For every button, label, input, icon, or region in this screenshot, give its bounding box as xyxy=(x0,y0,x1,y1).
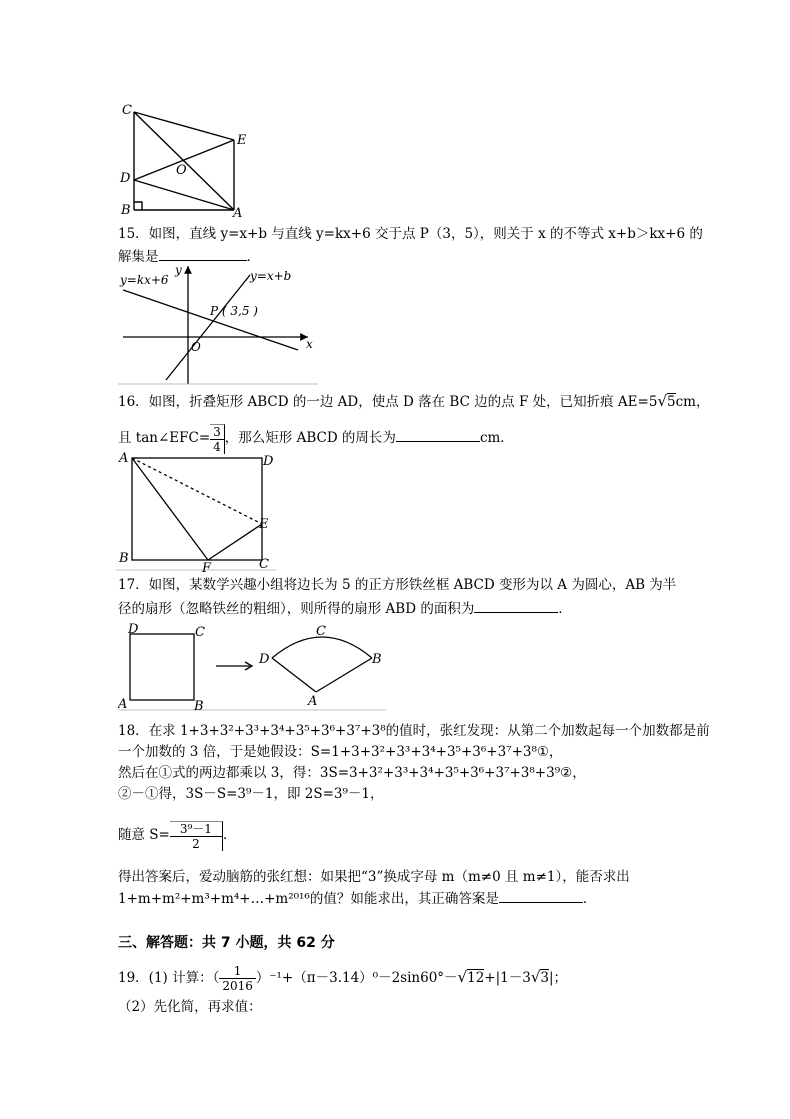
q18-line7-text: 1+m+m²+m³+m⁴+…+m²⁰¹⁶的值？如能求出，其正确答案是 xyxy=(118,891,499,907)
label-c2: C xyxy=(316,624,326,639)
label-d2: D xyxy=(259,652,270,667)
sqrt-symbol: √ xyxy=(657,392,667,410)
q18-line6: 得出答案后，爱动脑筋的张红想：如果把“3”换成字母 m（m≠0 且 m≠1），能否求出 xyxy=(118,869,630,885)
frac-num: 3⁹－1 xyxy=(170,822,222,837)
q17-answer-blank[interactable] xyxy=(474,598,558,613)
q19-sqrt3: 3 xyxy=(540,970,549,986)
label-f: F xyxy=(202,561,212,572)
label-y-axis: y xyxy=(175,263,182,277)
q19-sqrt12: 12 xyxy=(467,970,485,986)
label-c: C xyxy=(259,557,269,572)
q18-line1: 18．在求 1+3+3²+3³+3⁴+3⁵+3⁶+3⁷+3⁸的值时，张红发现：从第二个加数起每一个加数都是前 xyxy=(118,723,710,739)
q18-end-dot: ． xyxy=(222,827,237,843)
figure-q16 xyxy=(116,452,276,572)
label-b1: B xyxy=(194,699,204,712)
q18-line7 xyxy=(118,888,596,909)
label-c1: C xyxy=(195,625,205,640)
label-d1: D xyxy=(128,622,139,637)
q19-fraction xyxy=(219,964,256,993)
q16-line2-c: cm． xyxy=(479,430,514,446)
q19-part1-c: +|1－3 xyxy=(484,970,531,986)
q17-line2 xyxy=(118,598,572,619)
q19-part1-a: 19．(1) 计算：（ xyxy=(118,970,220,986)
label-point-p: P ( 3,5 ) xyxy=(210,304,258,318)
figure-q17 xyxy=(118,620,386,712)
label-b: B xyxy=(121,203,131,218)
q17-line1: 17．如图，某数学兴趣小组将边长为 5 的正方形铁丝框 ABCD 变形为以 A 为圆心，AB 为半 xyxy=(118,577,677,593)
label-origin: O xyxy=(191,340,201,354)
q19-part1-b: ）⁻¹+（π－3.14）⁰－2sin60°－ xyxy=(255,970,458,986)
q16-answer-blank[interactable] xyxy=(396,427,480,442)
figure-q15 xyxy=(118,262,318,388)
q18-fraction xyxy=(170,821,223,851)
section-title: 三、解答题：共 7 小题，共 62 分 xyxy=(118,935,335,951)
q16-line1-c: cm， xyxy=(675,394,710,410)
q19-part2: （2）先化简，再求值： xyxy=(118,999,262,1015)
label-a: A xyxy=(119,452,129,466)
q16-sqrt-value: 5 xyxy=(667,394,676,410)
frac-num: 1 xyxy=(219,964,256,979)
q16-line2-b: ，那么矩形 ABCD 的周长为 xyxy=(224,430,396,446)
q16-line1 xyxy=(118,391,709,412)
q15-answer-blank[interactable] xyxy=(159,246,247,261)
q18-line7-end: ． xyxy=(582,891,597,907)
sqrt-symbol: √ xyxy=(530,968,541,986)
q19-part1-d: |； xyxy=(549,970,568,986)
q17-line2-end: ． xyxy=(558,601,572,617)
label-line-kx6: y=kx+6 xyxy=(120,273,169,287)
q18-answer-blank[interactable] xyxy=(499,888,583,903)
frac-num: 3 xyxy=(210,425,224,440)
q15-line2-text: 解集是 xyxy=(118,249,159,265)
label-x-axis: x xyxy=(306,337,313,351)
q17-line2-text: 径的扇形（忽略铁丝的粗细），则所得的扇形 ABD 的面积为 xyxy=(118,601,475,617)
frac-den: 2016 xyxy=(222,979,253,993)
label-d: D xyxy=(263,454,274,469)
label-line-xb: y=x+b xyxy=(250,269,292,283)
q15-line1: 15．如图，直线 y=x+b 与直线 y=kx+6 交于点 P（3，5），则关于 x 的不等式 x+b＞kx+6 的 xyxy=(118,226,703,242)
label-e: E xyxy=(237,133,247,148)
q18-line4: ②－①得，3S－S=3⁹－1，即 2S=3⁹－1， xyxy=(118,786,384,802)
q15-line2-end: ． xyxy=(246,249,260,265)
q16-line1-a: 16．如图，折叠矩形 ABCD 的一边 AD，使点 D 落在 BC 边的点 F 处，已知折痕 AE=5 xyxy=(118,394,658,410)
figure-q14 xyxy=(118,100,248,220)
label-a1: A xyxy=(118,697,128,712)
label-c: C xyxy=(122,103,132,118)
q18-line5 xyxy=(118,812,236,858)
label-o: O xyxy=(176,163,187,178)
q18-line2: 一个加数的 3 倍，于是她假设：S=1+3+3²+3³+3⁴+3⁵+3⁶+3⁷+3⁸①， xyxy=(118,744,563,760)
label-d: D xyxy=(120,171,131,186)
label-b: B xyxy=(119,551,129,566)
q18-suiyi: 随意 S= xyxy=(118,827,170,843)
label-e: E xyxy=(259,517,269,532)
q19-part1 xyxy=(118,956,567,998)
label-a2: A xyxy=(308,694,318,709)
label-a: A xyxy=(233,206,243,220)
frac-den: 2 xyxy=(192,836,200,851)
sqrt-symbol: √ xyxy=(457,968,468,986)
q16-line2-a: 且 tan∠EFC= xyxy=(118,430,211,446)
q16-tan-fraction xyxy=(210,424,225,454)
frac-den: 4 xyxy=(213,439,221,454)
label-b2: B xyxy=(372,652,382,667)
q18-line3: 然后在①式的两边都乘以 3，得：3S=3+3²+3³+3⁴+3⁵+3⁶+3⁷+3⁸+3⁹②， xyxy=(118,765,586,781)
